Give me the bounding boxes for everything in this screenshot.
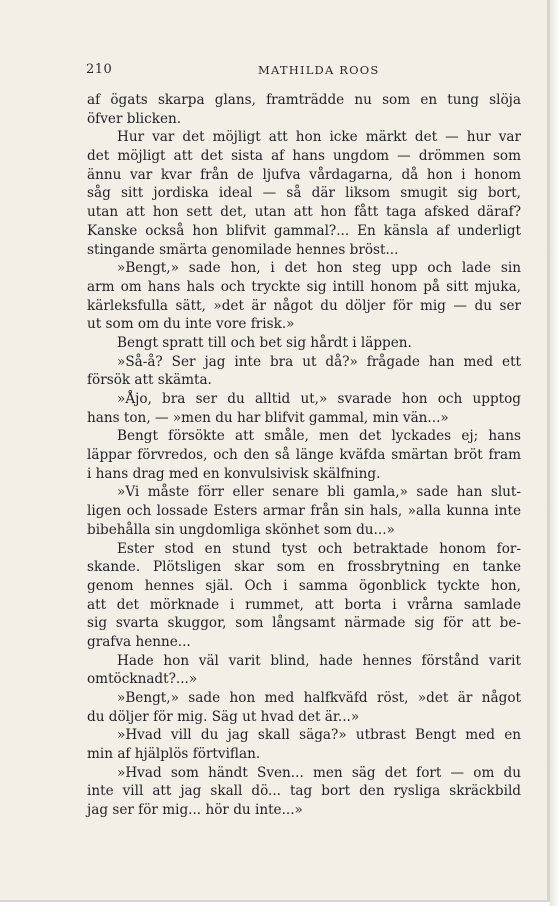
- text-line: öfver blicken.: [87, 110, 182, 127]
- text-line: sig svarta skuggor, som långsamt närmade sig för att be-: [87, 615, 521, 632]
- text-line: att det mörknade i rummet, att borta i vrårna samlade: [87, 596, 521, 613]
- text-line: såg sitt jordiska ideal — så där liksom smugit sig bort,: [87, 185, 521, 202]
- page-number: 210: [86, 62, 113, 77]
- text-line: ligen och lossade Esters armar från sin hals, »alla kunna inte: [87, 503, 521, 520]
- text-line: »Åjo, bra ser du alltid ut,» svarade hon och upptog: [117, 391, 521, 407]
- text-line: Kanske också hon blifvit gammal?... En känsla af underligt: [87, 222, 521, 239]
- page-header: [86, 62, 519, 80]
- text-line: »Vi måste förr eller senare bli gamla,» sade han slut-: [117, 484, 521, 501]
- text-line: omtöcknadt?...»: [87, 671, 198, 688]
- text-line: Bengt försökte att småle, men det lyckades ej; hans: [117, 428, 521, 445]
- text-line: arm om hans hals och tryckte sig intill honom på sitt mjuka,: [87, 278, 521, 295]
- text-line: inte vill att jag skall dö... tag bort den rysliga skräckbild: [87, 783, 521, 800]
- text-line: i hans drag med en konvulsivisk skälfning.: [87, 465, 381, 482]
- text-line: »Så-å? Ser jag inte bra ut då?» frågade han med ett: [117, 353, 521, 370]
- text-line: »Hvad som händt Sven... men säg det fort — om du: [117, 764, 521, 781]
- running-head: MATHILDA ROOS: [258, 63, 380, 77]
- text-line: Bengt spratt till och bet sig hårdt i läppen.: [117, 334, 412, 351]
- text-line: af ögats skarpa glans, framträdde nu som en tung slöja: [87, 92, 521, 108]
- text-line: min af hjälplös förtviflan.: [87, 746, 261, 763]
- text-line: läppar förvredos, och den så länge kväfda smärtan bröt fram: [87, 447, 521, 464]
- text-line: »Hvad vill du jag skall säga?» utbrast Bengt med en: [117, 727, 521, 744]
- text-line: genom hennes själ. Och i samma ögonblick tyckte hon,: [87, 577, 521, 594]
- text-line: försök att skämta.: [87, 372, 212, 389]
- text-line: Hur var det möjligt att hon icke märkt det — hur var: [117, 129, 521, 146]
- page-edge: [550, 0, 560, 906]
- text-line: ännu var kvar från de ljufva vårdagarna, då hon i honom: [87, 166, 521, 183]
- text-line: »Bengt,» sade hon, i det hon steg upp och lade sin: [117, 260, 521, 277]
- body-text: [87, 91, 521, 820]
- text-line: utan att hon sett det, utan att hon fått taga afsked däraf?: [87, 204, 521, 221]
- text-line: hans ton, — »men du har blifvit gammal, min vän...»: [87, 409, 449, 426]
- text-line: jag ser för mig... hör du inte...»: [87, 802, 303, 819]
- text-line: »Bengt,» sade hon med halfkväfd röst, »det är något: [117, 690, 521, 706]
- text-line: Ester stod en stund tyst och betraktade honom for-: [117, 540, 521, 557]
- text-line: Hade hon väl varit blind, hade hennes förstånd varit: [117, 652, 521, 669]
- text-line: skande. Plötsligen skar som en frossbrytning en tanke: [87, 559, 521, 576]
- text-line: kärleksfulla sätt, »det är något du döljer för mig — du ser: [87, 297, 521, 314]
- text-line: bibehålla sin ungdomliga skönhet som du...»: [87, 521, 395, 538]
- text-line: grafva henne...: [87, 633, 191, 650]
- text-line: det möjligt att det sista af hans ungdom — drömmen som: [87, 148, 521, 165]
- text-line: du döljer för mig. Säg ut hvad det är...»: [87, 708, 360, 725]
- text-line: ut som om du inte vore frisk.»: [87, 316, 295, 333]
- text-line: stingande smärta genomilade hennes bröst...: [87, 241, 399, 258]
